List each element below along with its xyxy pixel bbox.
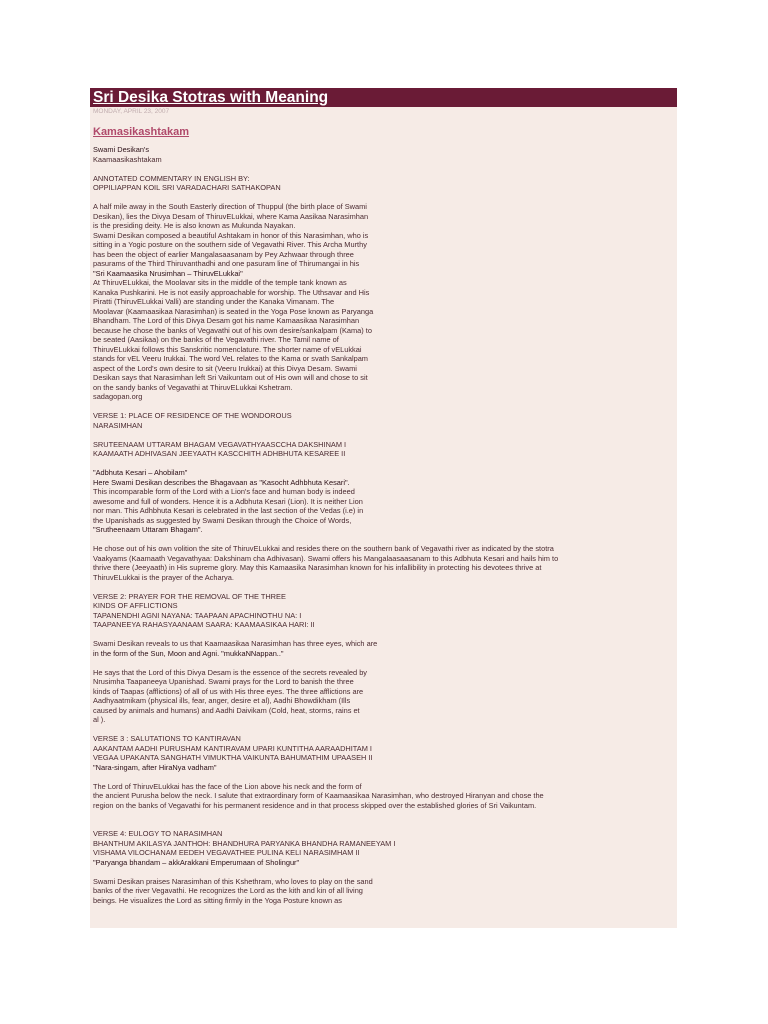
text-line: Aadhyaatmikam (physical ills, fear, anger, desire et al), Aadhi Bhowdikham (Ills xyxy=(93,696,351,705)
text-line: VEGAA UPAKANTA SANGHATH VIMUKTHA VAIKUNTA BAHUMATHIM UPAASEH II xyxy=(93,753,373,762)
paragraph xyxy=(93,639,675,658)
text-line: At ThiruvELukkai, the Moolavar sits in the middle of the temple tank known as xyxy=(93,278,347,287)
text-line: Swami Desikan composed a beautiful Ashtakam in honor of this Narasimhan, who is xyxy=(93,230,369,240)
text-line: the ancient Purusha below the neck. I salute that extraordinary form of Kaamaasikaa Narasimhan, who destroyed Hiranyan and chose the xyxy=(93,791,544,800)
text-line: aspect of the Lord's own desire to sit (Veeru Irukkai) at this Divya Desam. Swami xyxy=(93,363,357,373)
paragraph xyxy=(93,145,675,164)
text-line: VERSE 2: PRAYER FOR THE REMOVAL OF THE THREE xyxy=(93,591,286,601)
paragraph xyxy=(93,820,675,830)
paragraph xyxy=(93,829,675,867)
paragraph xyxy=(93,592,675,630)
text-line: TAPANENDHI AGNI NAYANA: TAAPAAN APACHINOTHU NA: I xyxy=(93,610,302,620)
text-line: Bhandham. The Lord of this Divya Desam got his name Kamaasikaa Narasimhan xyxy=(93,316,360,325)
text-line: Swami Desikan's xyxy=(93,145,150,154)
text-line: kinds of Taapas (afflictions) of all of us with His three eyes. The three afflictions are xyxy=(93,686,364,696)
text-line: Swami Desikan reveals to us that Kaamaasikaa Narasimhan has three eyes, which are xyxy=(93,639,378,648)
text-line: Vaakyams (Kaamaath Vegavathyaa: Dakshinam cha Adhivasan). Swami offers his Mangalaasaasanam to this Adbhuta Kesari and hails him to xyxy=(93,553,559,563)
text-line: Nrusimha Taapaneeya Upanishad. Swami prays for the Lord to banish the three xyxy=(93,677,354,686)
text-line: region on the banks of Vegavathi for his permanent residence and in that process skipped over the established glories of Sri Vaikuntam. xyxy=(93,800,537,810)
text-line: Swami Desikan praises Narasimhan of this Kshethram, who loves to play on the sand xyxy=(93,876,373,886)
blog-title[interactable]: Sri Desika Stotras with Meaning xyxy=(93,89,329,106)
text-line: SRUTEENAAM UTTARAM BHAGAM VEGAVATHYAASCCHA DAKSHINAM I xyxy=(93,439,347,449)
text-line: be seated (Aasikaa) on the banks of the Vegavathi river. The Tamil name of xyxy=(93,335,339,344)
blog-title-banner[interactable] xyxy=(90,88,677,107)
text-line: Desikan says that Narasimhan left Sri Vaikuntam out of His own will and chose to sit xyxy=(93,373,368,382)
paragraph xyxy=(93,544,675,582)
text-line: The Lord of ThiruvELukkai has the face of the Lion above his neck and the form of xyxy=(93,781,362,791)
paragraph xyxy=(93,202,675,402)
paragraph xyxy=(93,468,675,535)
post-date: MONDAY, APRIL 23, 2007 xyxy=(93,108,170,115)
text-line: Kanaka Pushkarini. He is not easily approachable for worship. The Uthsavar and His xyxy=(93,287,370,297)
text-line xyxy=(93,820,675,830)
text-line: thrive there (Jeeyaath) in His supreme glory. May this Kamaasika Narasimhan known for his infallibility in protecting his devotees thrive at xyxy=(93,563,542,572)
text-line: NARASIMHAN xyxy=(93,420,143,430)
text-line: awesome and full of wonders. Hence it is a Adbhuta Kesari (Lion). It is neither Lion xyxy=(93,496,363,506)
text-line: al ). xyxy=(93,715,106,724)
text-line: TAAPANEEYA RAHASYAANAAM SAARA: KAAMAASIKAA HARI: II xyxy=(93,620,315,629)
text-line: ANNOTATED COMMENTARY IN ENGLISH BY: xyxy=(93,173,250,183)
text-line: ThiruvELukkai is the prayer of the Acharya. xyxy=(93,572,234,582)
text-line: "Srutheenaam Uttaram Bhagam". xyxy=(93,525,203,534)
paragraph xyxy=(93,440,675,459)
text-line: VISHAMA VILOCHANAM EEDEH VEGAVATHEE PULINA KELI NARASIMHAM II xyxy=(93,848,360,857)
paragraph xyxy=(93,877,675,906)
text-line: He chose out of his own volition the site of ThiruvELukkai and resides there on the southern bank of Vegavathi river as indicated by the stotra xyxy=(93,544,554,553)
text-line: has been the object of earlier Mangalasaasanam by Pey Azhwaar through three xyxy=(93,249,354,259)
paragraph xyxy=(93,411,675,430)
text-line: "Adbhuta Kesari – Ahobilam" xyxy=(93,468,188,477)
text-line: nor man. This Adhbhuta Kesari is celebrated in the last section of the Vedas (i.e) in xyxy=(93,506,364,515)
paragraph xyxy=(93,734,675,772)
text-line: AAKANTAM AADHI PURUSHAM KANTIRAVAM UPARI KUNTITHA AARAADHITAM I xyxy=(93,743,372,753)
text-line: VERSE 3 : SALUTATIONS TO KANTIRAVAN xyxy=(93,734,241,743)
text-line: VERSE 1: PLACE OF RESIDENCE OF THE WONDOROUS xyxy=(93,411,292,420)
text-line: because he chose the banks of Vegavathi out of his own desire/sankalpam (Kama) to xyxy=(93,325,372,335)
text-line: on the sandy banks of Vegavathi at ThiruvELukkai Kshetram. xyxy=(93,382,293,392)
text-line: sadagopan.org xyxy=(93,392,143,401)
text-line: BHANTHUM AKILASYA JANTHOH: BHANDHURA PARYANKA BHANDHA RAMANEEYAM I xyxy=(93,838,396,848)
text-line: Moolavar (Kaamaasikaa Narasimhan) is seated in the Yoga Pose known as Paryanga xyxy=(93,306,374,316)
text-line: "Paryanga bhandam – akkArakkani Emperumaan of Sholingur" xyxy=(93,857,300,867)
post-title[interactable]: Kamasikashtakam xyxy=(93,126,190,138)
text-line: He says that the Lord of this Divya Desam is the essence of the secrets revealed by xyxy=(93,667,367,677)
text-line: beings. He visualizes the Lord as sitting firmly in the Yoga Posture known as xyxy=(93,895,342,905)
blog-page xyxy=(90,88,677,928)
text-line: banks of the river Vegavathi. He recognizes the Lord as the kith and kin of all living xyxy=(93,886,363,895)
paragraph xyxy=(93,668,675,725)
text-line: OPPILIAPPAN KOIL SRI VARADACHARI SATHAKOPAN xyxy=(93,183,281,192)
text-line: stands for vEL Veeru Irukkai. The word VeL relates to the Kama or svath Sankalpam xyxy=(93,354,368,363)
text-line: VERSE 4: EULOGY TO NARASIMHAN xyxy=(93,829,223,838)
text-line: Kaamaasikashtakam xyxy=(93,154,162,164)
text-line: the Upanishads as suggested by Swami Desikan through the Choice of Words, xyxy=(93,515,352,525)
text-line: is the presiding deity. He is also known as Mukunda Nayakan. xyxy=(93,221,296,230)
text-line: A half mile away in the South Easterly direction of Thuppul (the birth place of Swami xyxy=(93,202,367,211)
text-line: Desikan), lies the Divya Desam of ThiruvELukkai, where Kama Aasikaa Narasimhan xyxy=(93,211,369,221)
text-line: Here Swami Desikan describes the Bhagavaan as "Kasocht Adhbhuta Kesari". xyxy=(93,477,350,487)
post-body xyxy=(93,145,675,905)
text-line: sitting in a Yogic posture on the southern side of Vegavathi River. This Archa Murthy xyxy=(93,240,367,249)
text-line: "Sri Kaamaasika Nrusimhan – ThiruvELukkai" xyxy=(93,268,243,278)
paragraph xyxy=(93,782,675,811)
text-line: ThiruvELukkai follows this Sanskritic nomenclature. The shorter name of vELukkai xyxy=(93,344,362,354)
text-line: pasurams of the Third Thiruvanthadhi and one pasuram line of Thirumangai in his xyxy=(93,259,360,268)
text-line: caused by animals and humans) and Aadhi Daivikam (Cold, heat, storms, rains et xyxy=(93,705,360,715)
paragraph xyxy=(93,174,675,193)
text-line: KINDS OF AFFLICTIONS xyxy=(93,601,178,610)
text-line: in the form of the Sun, Moon and Agni. "mukkaNNappan.." xyxy=(93,648,284,658)
text-line: "Nara-singam, after HiraNya vadham" xyxy=(93,762,217,772)
text-line: This incomparable form of the Lord with a Lion's face and human body is indeed xyxy=(93,487,355,496)
text-line: Piratti (ThiruvELukkai Valli) are standing under the Kanaka Vimanam. The xyxy=(93,297,335,306)
text-line: KAAMAATH ADHIVASAN JEEYAATH KASCCHITH ADHBHUTA KESAREE II xyxy=(93,449,346,458)
